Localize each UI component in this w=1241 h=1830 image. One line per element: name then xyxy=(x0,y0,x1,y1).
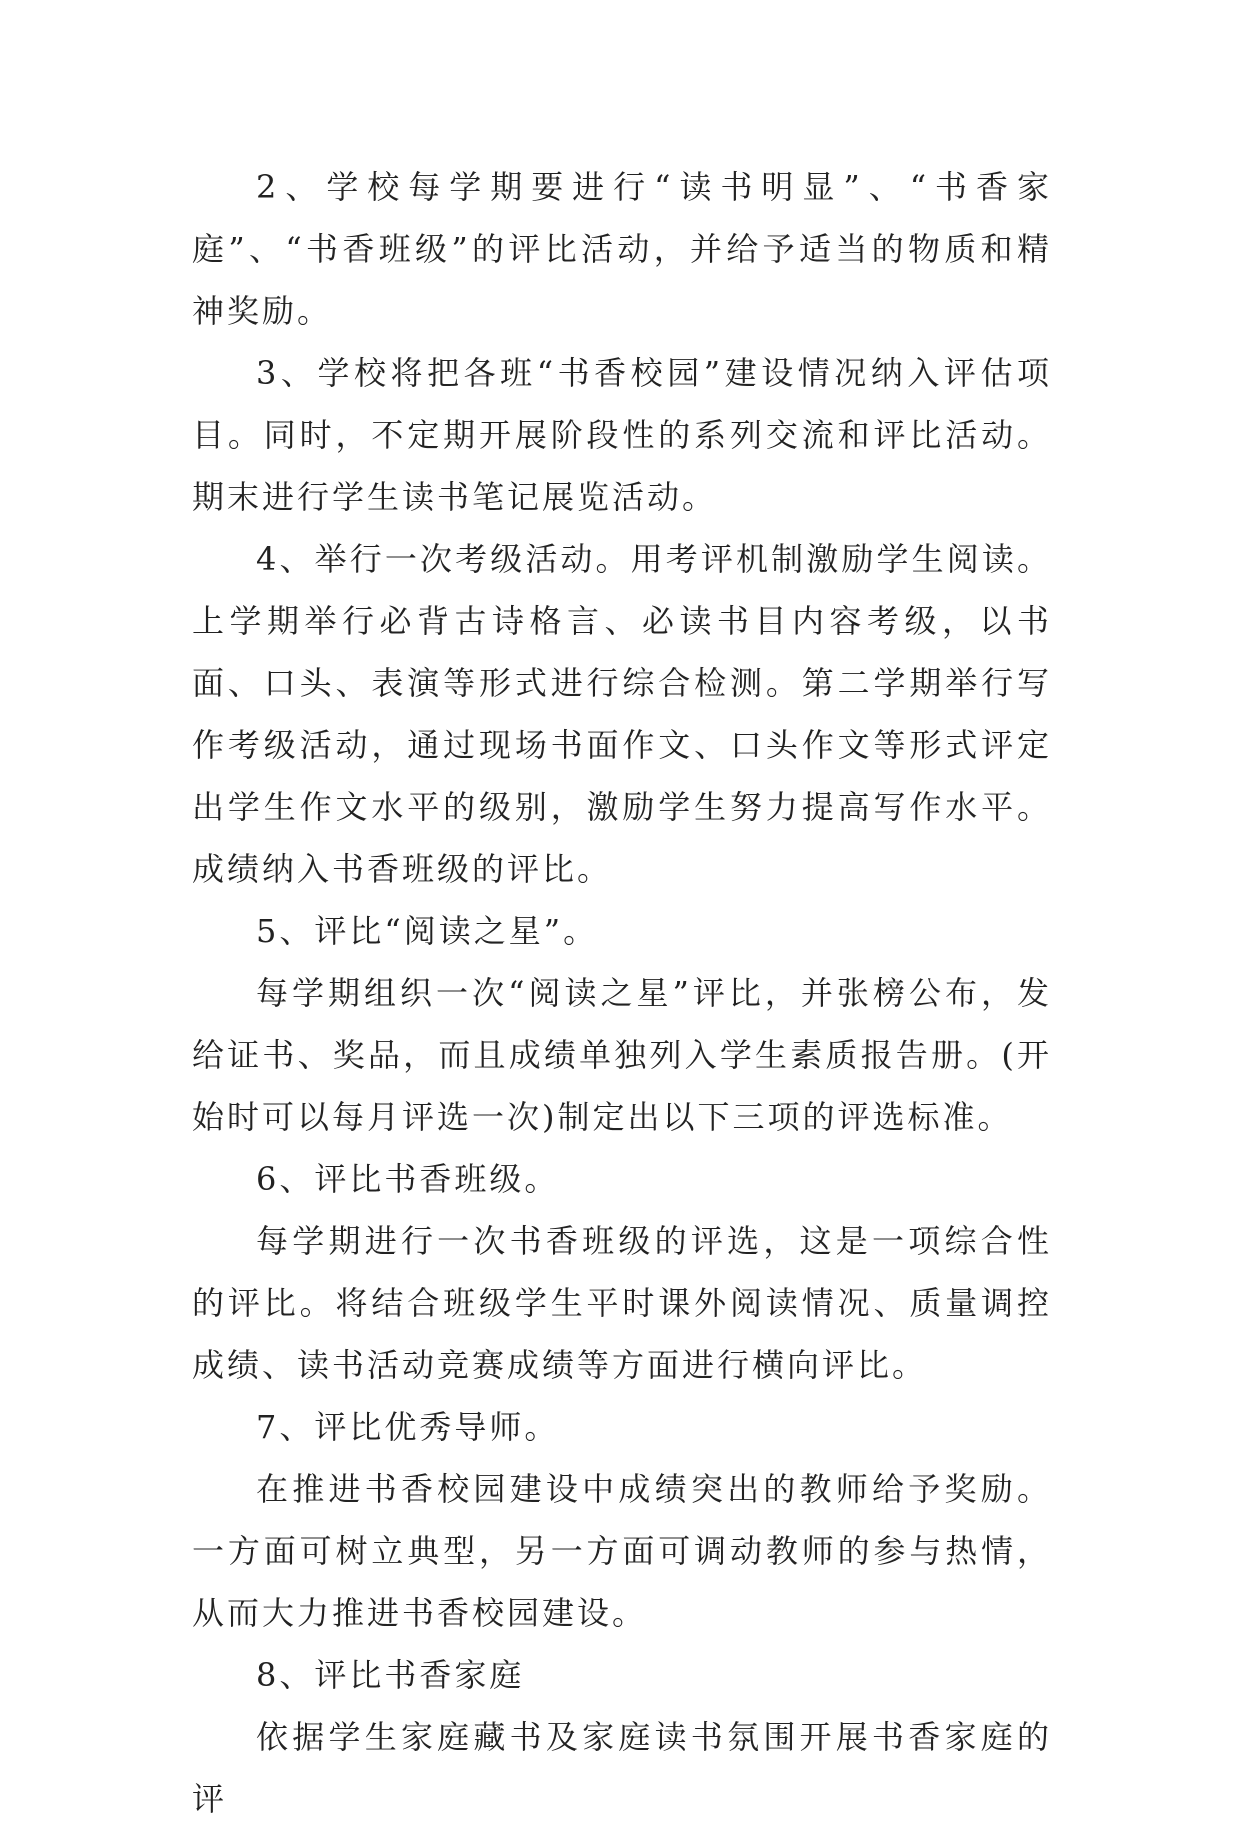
document-body xyxy=(192,156,1052,1830)
paragraph: 在推进书香校园建设中成绩突出的教师给予奖励。一方面可树立典型，另一方面可调动教师的参与热情，从而大力推进书香校园建设。 xyxy=(192,1470,1052,1632)
paragraph: 3、学校将把各班“书香校园”建设情况纳入评估项目。同时，不定期开展阶段性的系列交流和评比活动。期末进行学生读书笔记展览活动。 xyxy=(192,354,1052,516)
paragraph: 4、举行一次考级活动。用考评机制激励学生阅读。上学期举行必背古诗格言、必读书目内容考级，以书面、口头、表演等形式进行综合检测。第二学期举行写作考级活动，通过现场书面作文、口头作文等形式评定出学生作文水平的级别，激励学生努力提高写作水平。成绩纳入书香班级的评比。 xyxy=(192,540,1052,888)
paragraph: 2、学校每学期要进行“读书明显”、“书香家庭”、“书香班级”的评比活动，并给予适当的物质和精神奖励。 xyxy=(192,168,1052,330)
paragraph: 依据学生家庭藏书及家庭读书氛围开展书香家庭的评 xyxy=(192,1718,1052,1818)
paragraph: 每学期进行一次书香班级的评选，这是一项综合性的评比。将结合班级学生平时课外阅读情况、质量调控成绩、读书活动竞赛成绩等方面进行横向评比。 xyxy=(192,1222,1052,1384)
paragraph: 6、评比书香班级。 xyxy=(256,1160,560,1198)
paragraph: 7、评比优秀导师。 xyxy=(256,1408,560,1446)
paragraph: 8、评比书香家庭 xyxy=(256,1656,525,1694)
paragraph: 5、评比“阅读之星”。 xyxy=(256,912,599,950)
paragraph: 每学期组织一次“阅读之星”评比，并张榜公布，发给证书、奖品，而且成绩单独列入学生素质报告册。(开始时可以每月评选一次)制定出以下三项的评选标准。 xyxy=(192,974,1052,1136)
